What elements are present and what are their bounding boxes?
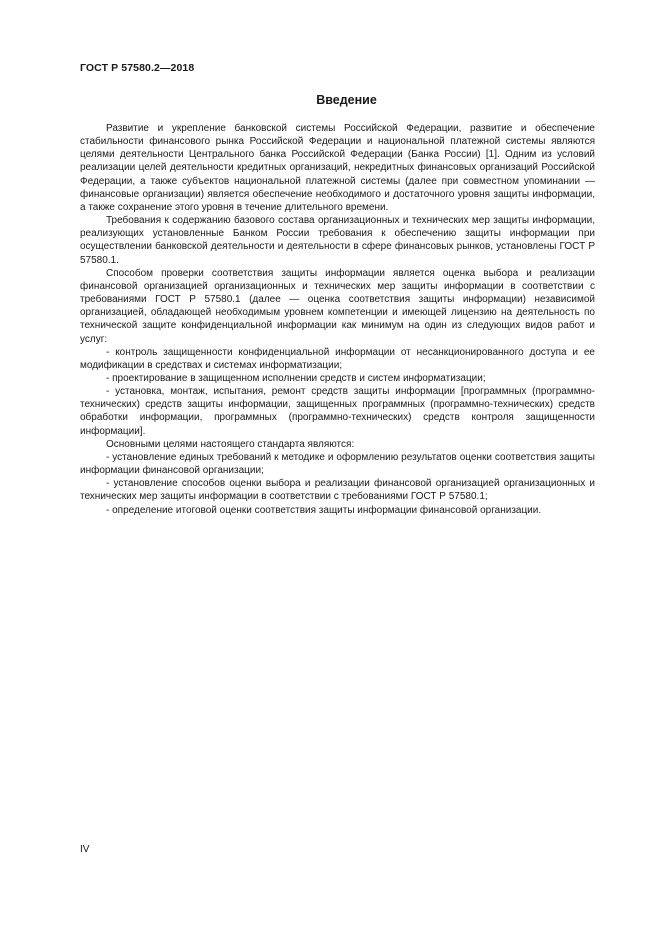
list-item: - проектирование в защищенном исполнении средств и систем информатизации; — [106, 372, 486, 384]
list-item: - установление единых требований к методике и оформлению результатов оценки соответствия защиты информации финансовой организации; — [80, 451, 595, 477]
page-number: IV — [80, 844, 90, 855]
paragraph: Способом проверки соответствия защиты информации является оценка выбора и реализации финансовой организацией организационных и технических мер защиты информации в соответствии с требованиями ГОСТ Р 57580.1 (далее — оценка соответствия защиты информации) независимой организацией, обладающей необходимым уровнем компетенции и имеющей лицензию на деятельность по технической защите конфиденциальной информации как минимум на один из следующих видов работ и услуг: — [80, 267, 595, 345]
paragraph: Основными целями настоящего стандарта являются: — [106, 438, 355, 450]
paragraph: Развитие и укрепление банковской системы Российской Федерации, развитие и обеспечение стабильности финансового рынка Российской Федерации и национальной платежной системы являются целями деятельности Центрального банка Российской Федерации (Банка России) [1]. Одним из условий реализации целей деятельности кредитных организаций, некредитных финансовых организаций Российской Федерации, а также субъектов национальной платежной системы (далее при совместном упоминании — финансовые организации) является обеспечение необходимого и достаточного уровня защиты информации, а также сохранение этого уровня в течение длительного времени. — [80, 123, 595, 213]
list-item: - контроль защищенности конфиденциальной информации от несанкционированного доступа и ее модификации в средствах и системах информатизации; — [80, 346, 595, 371]
list-item: - установка, монтаж, испытания, ремонт средств защиты информации [программных (программно-технических) средств защиты информации, защищенных программных (программно-технических) средств обработки информации, программных (программно-технических) средств контроля защищенности информации]. — [80, 386, 595, 437]
paragraph: Требования к содержанию базового состава организационных и технических мер защиты информации, реализующих установленные Банком России требования к обеспечению защиты информации при осуществлении банковской деятельности и деятельности в сфере финансовых рынков, установлены ГОСТ Р 57580.1. — [80, 215, 595, 266]
list-item: - определение итоговой оценки соответствия защиты информации финансовой организации. — [106, 504, 542, 516]
standard-header: ГОСТ Р 57580.2—2018 — [80, 62, 195, 74]
document-body — [80, 122, 595, 517]
list-item: - установление способов оценки выбора и реализации финансовой организацией организационных и технических мер защиты информации в соответствии с требованиями ГОСТ Р 57580.1; — [80, 478, 595, 503]
section-title: Введение — [316, 93, 377, 107]
